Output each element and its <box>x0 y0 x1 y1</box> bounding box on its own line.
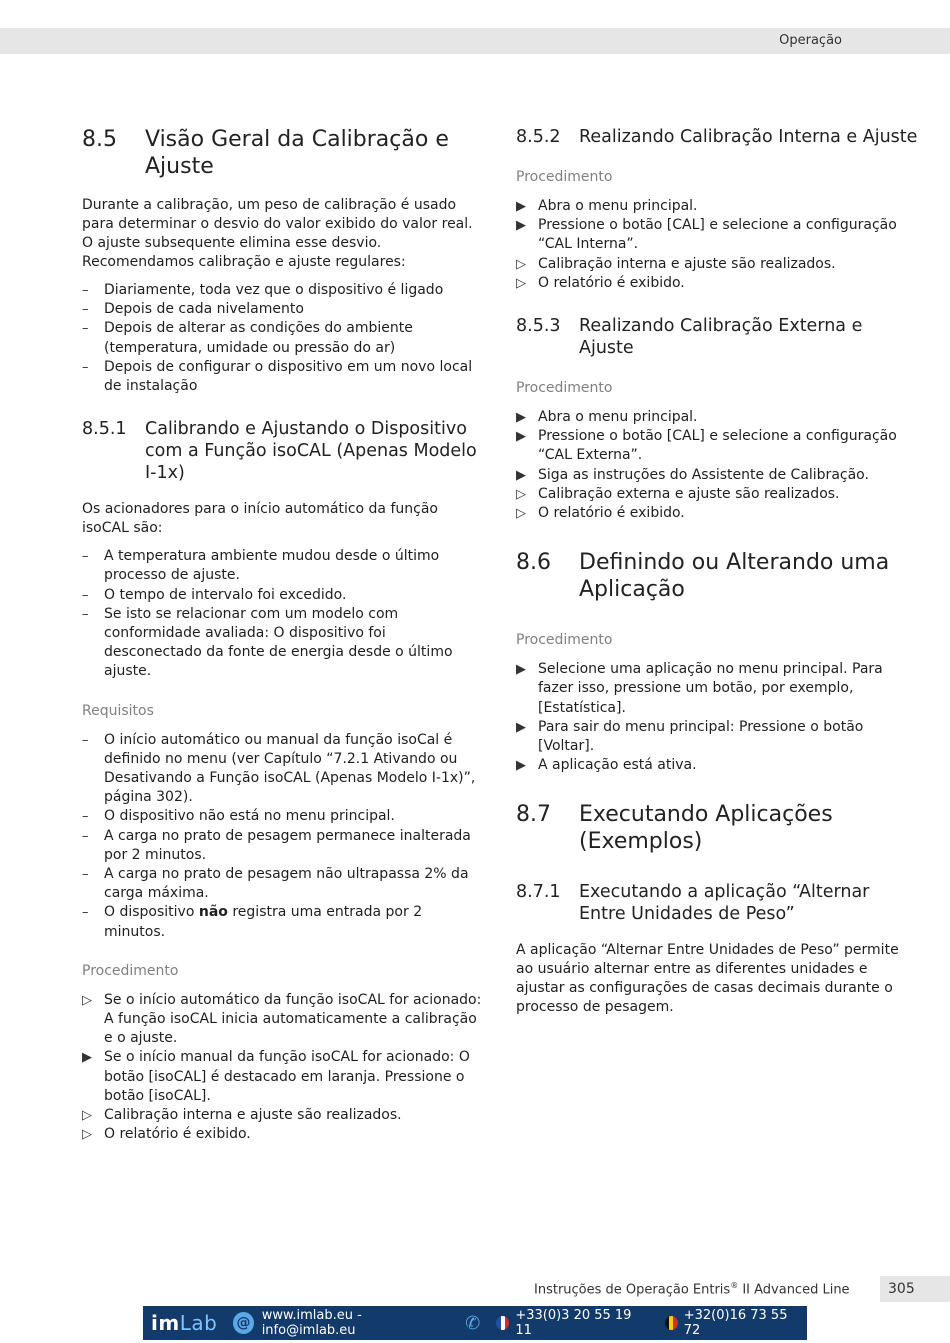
list-item-text: Para sair do menu principal: Pressione o botão [Voltar]. <box>538 718 864 755</box>
document-title-a: Instruções de Operação Entris <box>534 1282 731 1298</box>
logo-im: im <box>151 1311 180 1335</box>
list-item-text: Se isto se relacionar com um modelo com conformidade avaliada: O dispositivo foi desconectado da fonte de energia desde o último ajuste. <box>104 605 453 680</box>
procedure-label: Procedimento <box>516 169 613 185</box>
result-arrow-icon: ▷ <box>516 256 526 272</box>
emphasis: não <box>198 904 228 921</box>
list-item <box>82 547 482 585</box>
list-item <box>82 865 482 903</box>
list-item-text: A temperatura ambiente mudou desde o último processo de ajuste. <box>104 548 440 584</box>
procedure-step <box>516 466 920 485</box>
list-item-text: Abra o menu principal. <box>538 409 698 426</box>
procedure-step <box>516 408 920 427</box>
heading-title: Visão Geral da Calibração e Ajuste <box>145 127 449 179</box>
action-arrow-icon: ▶ <box>516 410 526 426</box>
procedure-step <box>516 274 920 293</box>
action-arrow-icon: ▶ <box>82 1050 92 1066</box>
heading-title: Definindo ou Alterando uma Aplicação <box>579 550 890 603</box>
result-arrow-icon: ▷ <box>516 275 526 291</box>
heading-8-7-1 <box>516 881 920 925</box>
section-name: Operação <box>779 33 842 48</box>
procedure-step <box>82 1125 482 1144</box>
dash-bullet: – <box>82 587 89 603</box>
dash-bullet: – <box>82 606 89 622</box>
dash-bullet: – <box>82 359 89 375</box>
heading-number: 8.6 <box>516 550 551 576</box>
phone-france[interactable]: +33(0)3 20 55 19 11 <box>515 1308 632 1338</box>
action-arrow-icon: ▶ <box>516 467 526 483</box>
dash-bullet: – <box>82 283 89 298</box>
list-item-text: Calibração interna e ajuste são realizados. <box>104 1107 402 1124</box>
heading-8-7 <box>516 801 920 855</box>
list-item-text: A carga no prato de pesagem não ultrapassa 2% da carga máxima. <box>104 866 469 902</box>
procedure-label: Procedimento <box>516 380 613 397</box>
registered-mark: ® <box>730 1281 739 1290</box>
procedure-list <box>516 408 920 523</box>
unit-toggle-description: A aplicação “Alternar Entre Unidades de Peso” permite ao usuário alternar entre as diferentes unidades e ajustar as configurações de casas decimais durante o processo de pesagem. <box>516 942 899 1016</box>
list-item-text: O dispositivo não está no menu principal. <box>104 808 395 825</box>
action-arrow-icon: ▶ <box>516 758 526 774</box>
list-item <box>82 319 482 357</box>
dash-bullet: – <box>82 809 89 825</box>
calibration-intro: Durante a calibração, um peso de calibração é usado para determinar o desvio do valor exibido do valor real. O ajuste subsequente elimina esse desvio. Recomendamos calibração e ajuste regulares: <box>82 197 473 270</box>
list-item-text: O dispositivo não registra uma entrada por 2 minutos. <box>104 904 423 940</box>
procedure-step <box>516 216 920 254</box>
document-title <box>534 1281 850 1297</box>
recommendation-list <box>82 281 482 396</box>
list-item <box>82 903 482 941</box>
heading-number: 8.5.3 <box>516 316 561 337</box>
heading-number: 8.5.1 <box>82 419 127 440</box>
list-item <box>82 827 482 865</box>
action-arrow-icon: ▶ <box>516 662 526 678</box>
dash-bullet: – <box>82 549 89 565</box>
list-item-text: Calibração externa e ajuste são realizados. <box>538 485 840 502</box>
dash-bullet: – <box>82 828 89 844</box>
list-item <box>82 807 482 826</box>
list-item <box>82 358 482 396</box>
isocal-intro: Os acionadores para o início automático da função isoCAL são: <box>82 501 438 537</box>
procedure-list <box>516 660 920 775</box>
list-item-text: Depois de cada nivelamento <box>104 301 304 318</box>
result-arrow-icon: ▷ <box>516 506 526 522</box>
trigger-list <box>82 547 482 681</box>
imlab-logo <box>151 1311 217 1335</box>
list-item-text: Pressione o botão [CAL] e selecione a configuração “CAL Externa”. <box>538 428 897 464</box>
result-arrow-icon: ▷ <box>516 486 526 502</box>
heading-number: 8.7 <box>516 802 551 828</box>
list-item-text: Depois de configurar o dispositivo em um novo local de instalação <box>104 358 473 395</box>
heading-title: Executando Aplicações (Exemplos) <box>579 802 833 855</box>
list-item-text: O relatório é exibido. <box>538 274 685 291</box>
list-item-text: Abra o menu principal. <box>538 198 698 214</box>
list-item-text: Calibração interna e ajuste são realizados. <box>538 255 836 272</box>
left-column <box>82 126 482 1155</box>
imlab-banner <box>143 1306 807 1340</box>
heading-8-5-3 <box>516 315 920 359</box>
header-band <box>0 28 950 54</box>
procedure-list <box>516 197 920 293</box>
list-item-text: O início automático ou manual da função isoCal é definido no menu (ver Capítulo “7.2.1 Ativando ou Desativando a Função isoCAL (Apenas Modelo I-1x)”, página 302). <box>104 731 476 806</box>
procedure-step <box>516 197 920 216</box>
right-column <box>516 126 920 1026</box>
france-flag-icon <box>496 1316 509 1330</box>
list-item-text: Se o início automático da função isoCAL for acionado: A função isoCAL inicia automaticamente a calibração e o ajuste. <box>104 991 482 1047</box>
list-item-text: Depois de alterar as condições do ambiente (temperatura, umidade ou pressão do ar) <box>104 320 413 356</box>
dash-bullet: – <box>82 302 89 318</box>
list-item-text: Se o início manual da função isoCAL for acionado: O botão [isoCAL] é destacado em laranja. Pressione o botão [isoCAL]. <box>104 1049 470 1104</box>
list-item <box>82 300 482 319</box>
list-item <box>82 586 482 605</box>
logo-lab: Lab <box>179 1311 218 1335</box>
procedure-step <box>516 255 920 274</box>
heading-number: 8.5 <box>82 127 117 152</box>
procedure-step <box>82 991 482 1049</box>
heading-title: Executando a aplicação “Alternar Entre Unidades de Peso” <box>579 882 870 925</box>
heading-title: Realizando Calibração Interna e Ajuste <box>579 127 918 147</box>
requirements-label: Requisitos <box>82 702 154 719</box>
action-arrow-icon: ▶ <box>516 719 526 735</box>
procedure-list <box>82 991 482 1145</box>
procedure-step <box>516 504 920 523</box>
action-arrow-icon: ▶ <box>516 429 526 445</box>
heading-8-5-2 <box>516 126 920 148</box>
procedure-step <box>516 427 920 465</box>
procedure-label: Procedimento <box>82 962 179 979</box>
procedure-step <box>82 1048 482 1106</box>
list-item <box>82 731 482 808</box>
requirements-list <box>82 731 482 942</box>
procedure-step <box>516 718 920 756</box>
list-item-text: A carga no prato de pesagem permanece inalterada por 2 minutos. <box>104 827 471 863</box>
procedure-step <box>82 1106 482 1125</box>
list-item-text: Siga as instruções do Assistente de Calibração. <box>538 466 869 483</box>
belgium-flag-icon <box>665 1316 678 1330</box>
heading-number: 8.7.1 <box>516 882 561 903</box>
heading-number: 8.5.2 <box>516 127 561 147</box>
heading-title: Calibrando e Ajustando o Dispositivo com a Função isoCAL (Apenas Modelo I-1x) <box>145 419 477 484</box>
page-number: 305 <box>880 1276 950 1302</box>
list-item-text: Diariamente, toda vez que o dispositivo é ligado <box>104 282 444 298</box>
dash-bullet: – <box>82 905 89 921</box>
procedure-step <box>516 660 920 718</box>
at-icon: @ <box>233 1312 253 1334</box>
procedure-label: Procedimento <box>516 632 613 649</box>
action-arrow-icon: ▶ <box>516 199 526 214</box>
result-arrow-icon: ▷ <box>82 1127 92 1143</box>
document-title-b: II Advanced Line <box>738 1282 850 1298</box>
heading-8-5 <box>82 126 482 180</box>
dash-bullet: – <box>82 321 89 337</box>
action-arrow-icon: ▶ <box>516 218 526 234</box>
dash-bullet: – <box>82 732 89 748</box>
heading-8-5-1 <box>82 418 482 484</box>
heading-title: Realizando Calibração Externa e Ajuste <box>579 316 863 359</box>
list-item-text: Selecione uma aplicação no menu principal. Para fazer isso, pressione um botão, por exemplo, [Estatística]. <box>538 661 883 716</box>
web-contact[interactable]: www.imlab.eu - info@imlab.eu <box>261 1308 362 1338</box>
list-item-text: O tempo de intervalo foi excedido. <box>104 586 347 603</box>
result-arrow-icon: ▷ <box>82 1108 92 1124</box>
result-arrow-icon: ▷ <box>82 992 92 1008</box>
list-item <box>82 605 482 682</box>
list-item <box>82 281 482 300</box>
list-item-text: A aplicação está ativa. <box>538 757 697 774</box>
list-item-text: O relatório é exibido. <box>538 505 685 522</box>
procedure-step <box>516 485 920 504</box>
phone-belgium[interactable]: +32(0)16 73 55 72 <box>683 1308 788 1338</box>
heading-8-6 <box>516 549 920 603</box>
dash-bullet: – <box>82 867 89 883</box>
procedure-step <box>516 756 920 775</box>
phone-icon: ✆ <box>465 1312 481 1334</box>
list-item-text: Pressione o botão [CAL] e selecione a configuração “CAL Interna”. <box>538 217 897 253</box>
list-item-text: O relatório é exibido. <box>104 1126 251 1143</box>
